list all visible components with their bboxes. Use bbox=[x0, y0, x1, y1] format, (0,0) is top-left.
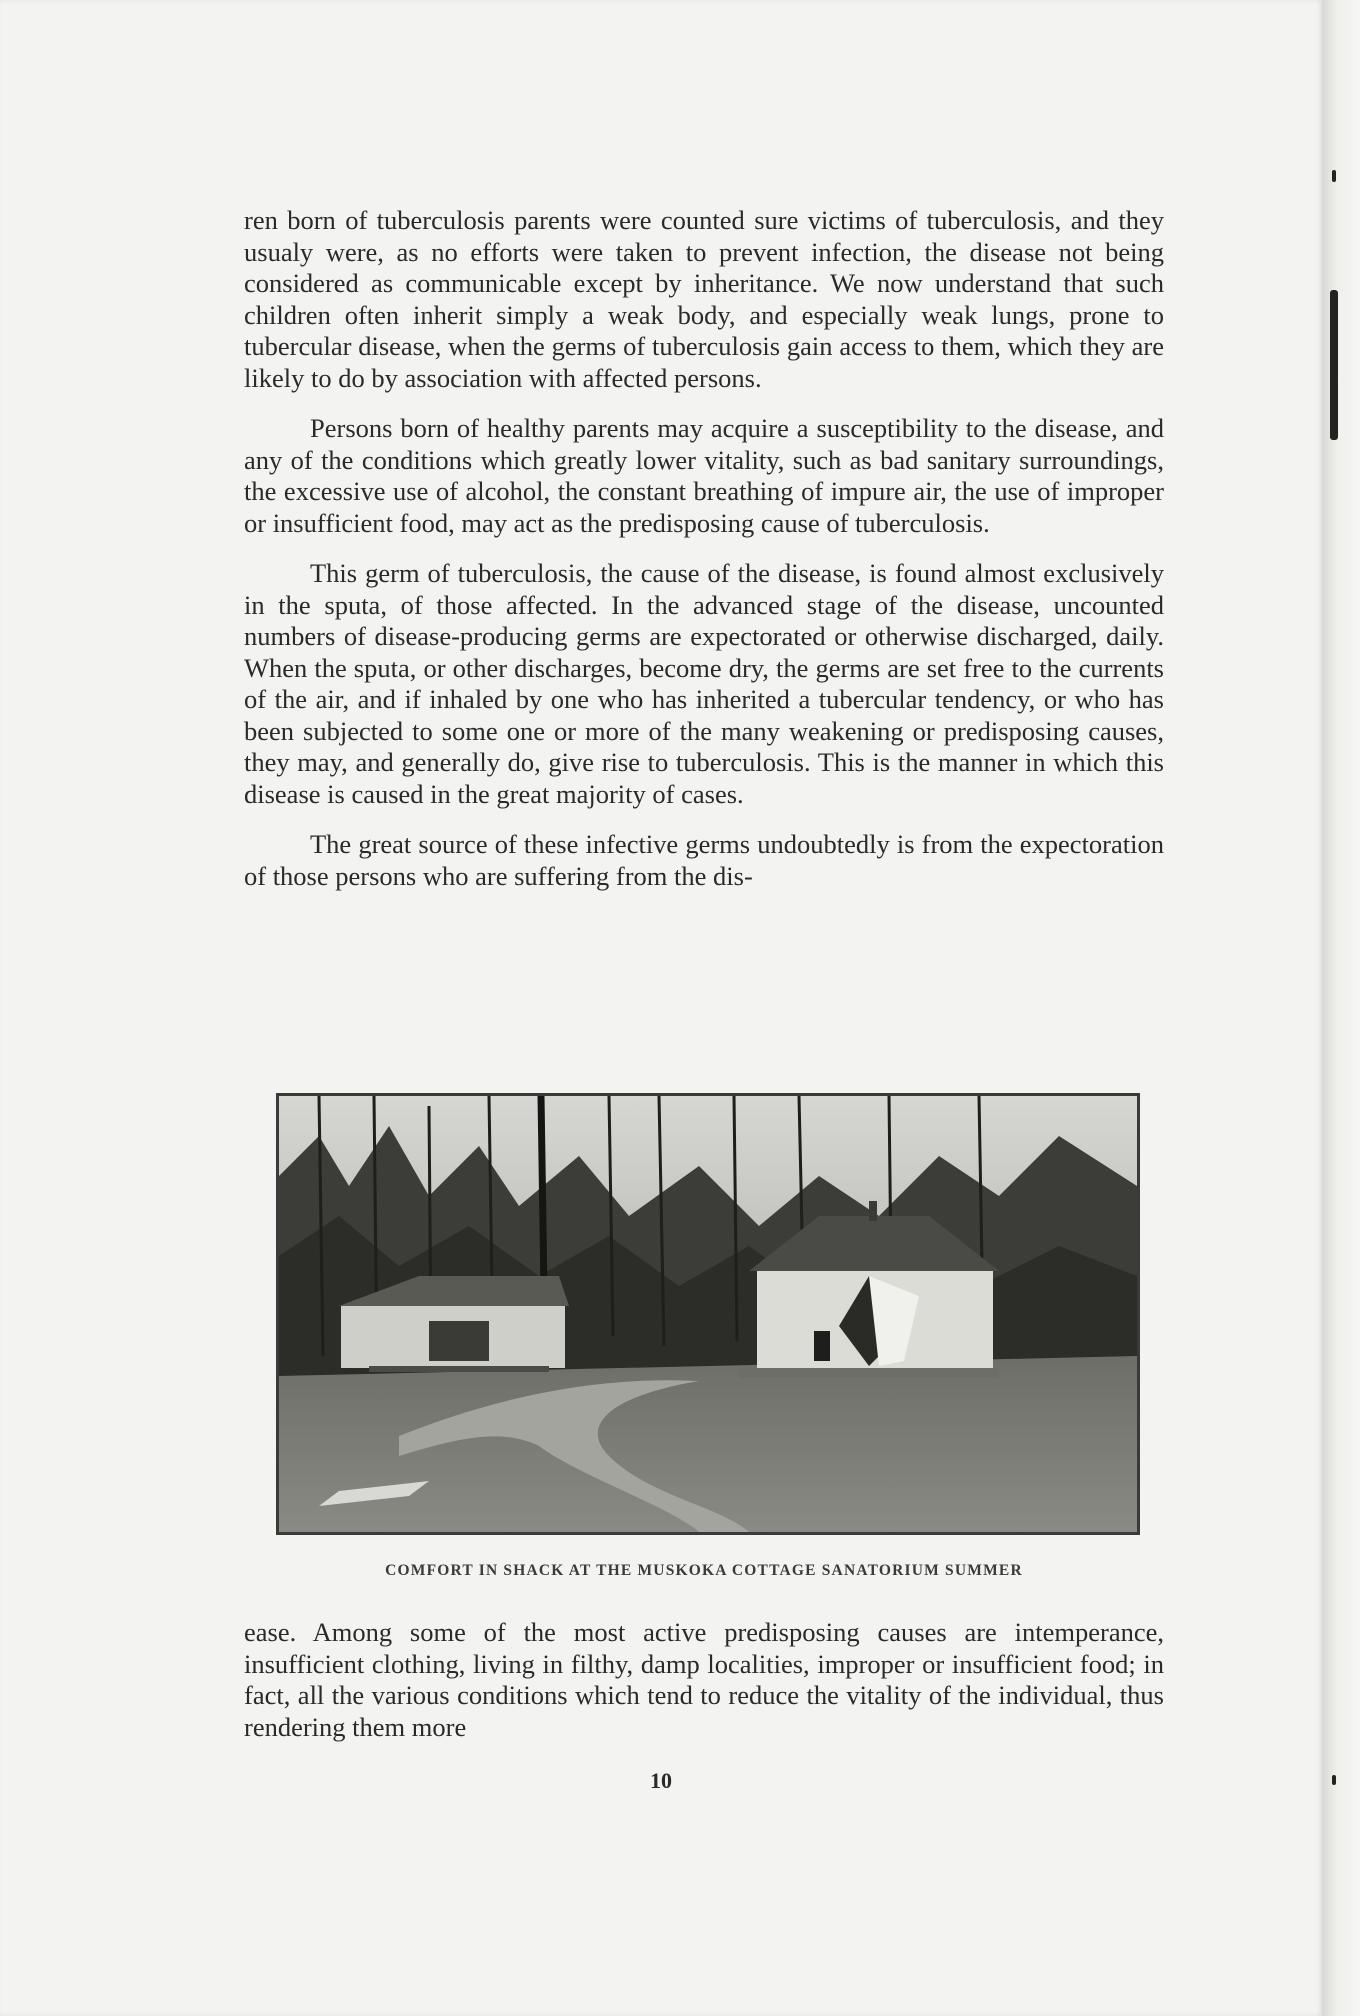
page-number: 10 bbox=[650, 1768, 672, 1793]
binding-mark-small bbox=[1332, 170, 1336, 182]
text-block-top bbox=[244, 205, 1164, 892]
binding-mark bbox=[1330, 290, 1338, 440]
paragraph-5: ease. Among some of the most active predisposing causes are intemperance, insufficient clothing, living in filthy, damp localities, improper or insufficient food; in fact, all the various conditions which tend to reduce the vitality of the individual, thus rendering them more bbox=[244, 1617, 1164, 1742]
next-page-edge bbox=[1322, 0, 1360, 2016]
binding-mark-bottom bbox=[1332, 1775, 1336, 1785]
paragraph-2: Persons born of healthy parents may acquire a susceptibility to the disease, and any of the conditions which greatly lower vitality, such as bad sanitary surroundings, the excessive use of alcohol, the constant breathing of impure air, the use of improper or insufficient food, may act as the predisposing cause of tuberculosis. bbox=[244, 413, 1164, 538]
paragraph-4: The great source of these infective germs undoubtedly is from the expectoration of those persons who are suffering from the dis- bbox=[244, 829, 1164, 891]
paragraph-3: This germ of tuberculosis, the cause of the disease, is found almost exclusively in the sputa, of those affected. In the advanced stage of the disease, uncounted numbers of disease-producing germs are expectorated or otherwise discharged, daily. When the sputa, or other discharges, become dry, the germs are set free to the currents of the air, and if inhaled by one who has inherited a tubercular tendency, or who has been subjected to some one or more of the many weakening or predisposing causes, they may, and generally do, give rise to tuberculosis. This is the manner in which this disease is caused in the great majority of cases. bbox=[244, 558, 1164, 809]
photo-illustration bbox=[279, 1096, 1137, 1532]
paragraph-1: ren born of tuberculosis parents were counted sure victims of tuberculosis, and they usualy were, as no efforts were taken to prevent infection, the disease not being considered as communicable except by inheritance. We now understand that such children often inherit simply a weak body, and especially weak lungs, prone to tubercular disease, when the germs of tuberculosis gain access to them, which they are likely to do by association with affected persons. bbox=[244, 205, 1164, 393]
photo-caption: COMFORT IN SHACK AT THE MUSKOKA COTTAGE SANATORIUM SUMMER bbox=[385, 1562, 1023, 1579]
sanatorium-photo bbox=[276, 1093, 1140, 1535]
text-block-bottom bbox=[244, 1617, 1164, 1743]
